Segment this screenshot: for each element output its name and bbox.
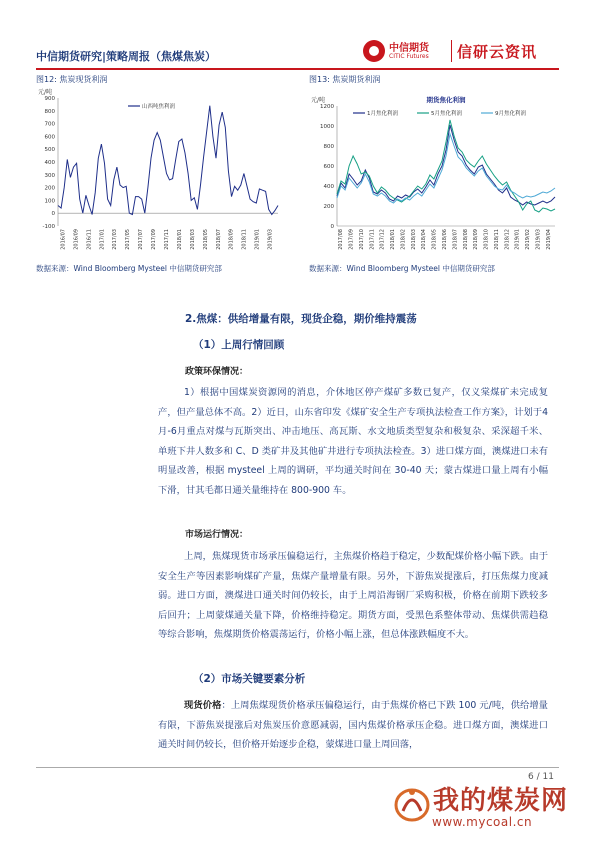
y-tick-label: 700 bbox=[44, 121, 55, 128]
policy-paragraph: 1）根据中国煤炭资源网的消息，介休地区停产煤矿多数已复产，仅义棠煤矿未完成复产，但产量总体不高。2）近日，山东省印发《煤矿安全生产专项执法检查工作方案》，计划于4月-6月重点对煤与瓦斯突出、冲击地压、高瓦斯、水文地质类型复杂和极复杂、采深超千米、单班下井人数多和 C、D 类矿井及其他矿井进行专项执法检查。3）进口煤方面，澳煤进口未有明显改善，根据 mysteel 上周的调研，平均通关时间在 30-40 天；蒙古煤进口量上周有小幅下滑，甘其毛都日通关量维持在 800-900 车。 bbox=[158, 387, 548, 496]
legend-label: 山西吨焦利润 bbox=[142, 104, 176, 110]
subsection-review-heading: （1）上周行情回顾 bbox=[193, 339, 285, 351]
x-tick-label: 2018/07 bbox=[215, 229, 222, 250]
x-tick-label: 2018/07 bbox=[452, 229, 459, 250]
series-line bbox=[58, 106, 278, 215]
x-tick-label: 2018/05 bbox=[202, 229, 209, 250]
x-tick-label: 2018/12 bbox=[504, 229, 511, 250]
x-tick-label: 2018/02 bbox=[400, 229, 407, 250]
policy-label: 政策环保情况： bbox=[185, 367, 249, 377]
x-tick-label: 2017/12 bbox=[379, 229, 386, 250]
y-tick-label: 1000 bbox=[320, 124, 334, 130]
x-tick-label: 2017/05 bbox=[125, 229, 132, 250]
x-tick-label: 2017/09 bbox=[348, 229, 355, 250]
x-tick-label: 2017/01 bbox=[99, 229, 106, 250]
x-tick-label: 2019/03 bbox=[535, 229, 542, 250]
x-tick-label: 2018/04 bbox=[421, 229, 428, 250]
fig12-title: 图12: 焦炭现货利润 bbox=[36, 75, 108, 84]
x-tick-label: 2017/08 bbox=[338, 229, 345, 250]
x-tick-label: 2017/09 bbox=[151, 229, 158, 250]
x-tick-label: 2018/01 bbox=[176, 229, 183, 250]
x-tick-label: 2019/03 bbox=[267, 229, 274, 250]
logo-cn-text: 中信期货 bbox=[389, 43, 429, 54]
y-axis-unit-label: 元/吨 bbox=[38, 89, 53, 96]
market-paragraph: 上周，焦煤现货市场承压偏稳运行，主焦煤价格趋于稳定，少数配煤价格小幅下跌。由于安全生产等因素影响煤矿产量，焦煤产量增量有限。另外，下游焦炭提涨后，打压焦煤力度减弱。进口方面，澳煤进口通关时间仍较长，由于上周沿海钢厂采购积极，价格在前期下跌较多后回升；上周蒙煤通关量下降，价格维持稳定。期货方面，受黑色系整体带动、焦煤供需趋稳等综合影响，焦煤期货价格震荡运行，价格小幅上涨，但总体涨跌幅度不大。 bbox=[158, 551, 548, 641]
citic-emblem-icon bbox=[363, 40, 385, 62]
y-tick-label: 1200 bbox=[320, 104, 334, 110]
x-tick-label: 2018/05 bbox=[431, 229, 438, 250]
header-divider bbox=[36, 68, 559, 70]
x-tick-label: 2019/01 bbox=[254, 229, 261, 250]
brand-name: 信研云资讯 bbox=[457, 43, 538, 61]
y-tick-label: 400 bbox=[44, 160, 55, 166]
x-tick-label: 2016/11 bbox=[86, 229, 93, 250]
report-title: 中信期货研究|策略周报（焦煤焦炭） bbox=[36, 50, 217, 63]
x-tick-label: 2018/03 bbox=[189, 229, 196, 250]
x-tick-label: 2016/09 bbox=[73, 229, 80, 250]
x-tick-label: 2018/11 bbox=[241, 229, 248, 250]
legend-label: 9月焦化利润 bbox=[495, 111, 526, 117]
chart-title: 期货焦化利润 bbox=[426, 96, 466, 104]
watermark-url: www.mycoal.cn bbox=[432, 815, 533, 829]
y-tick-label: 300 bbox=[44, 172, 55, 179]
fig12-source: 数据来源：Wind Bloomberg Mysteel 中信期货研究部 bbox=[36, 264, 222, 273]
x-tick-label: 2017/11 bbox=[164, 229, 170, 250]
y-tick-label: 200 bbox=[323, 204, 334, 210]
x-tick-label: 2017/10 bbox=[358, 229, 365, 250]
y-tick-label: 200 bbox=[44, 185, 55, 192]
y-tick-label: 400 bbox=[323, 184, 334, 190]
fig13-chart bbox=[309, 88, 559, 258]
watermark-brand: 我的煤炭网 bbox=[433, 786, 569, 816]
fig12-chart bbox=[36, 88, 281, 258]
fig13-title: 图13: 焦炭期货利润 bbox=[309, 75, 381, 84]
y-axis-unit-label: 元/吨 bbox=[311, 97, 326, 104]
y-tick-label: 100 bbox=[44, 198, 55, 205]
legend-label: 1月焦化利润 bbox=[367, 111, 398, 117]
x-tick-label: 2018/10 bbox=[483, 229, 490, 250]
x-tick-label: 2018/08 bbox=[462, 229, 469, 250]
x-tick-label: 2018/03 bbox=[410, 229, 417, 250]
logo-divider bbox=[451, 40, 452, 62]
x-tick-label: 2019/01 bbox=[514, 229, 521, 250]
x-tick-label: 2016/07 bbox=[60, 229, 67, 250]
y-tick-label: 900 bbox=[44, 96, 55, 102]
y-tick-label: 0 bbox=[51, 211, 55, 218]
x-tick-label: 2017/03 bbox=[112, 229, 119, 250]
page-number: 6 / 11 bbox=[528, 772, 554, 782]
mycoal-logo-icon bbox=[393, 783, 431, 823]
citic-logo bbox=[359, 38, 559, 66]
spot-price-text: ：上周焦煤现货价格承压偏稳运行，由于焦煤价格已下跌 100 元/吨，供给增量有限，下游焦炭提涨后对焦炭压价意愿减弱，国内焦煤价格承压企稳。进口煤方面，澳煤进口通关时间仍较长，但价格开始逐步企稳，蒙煤进口量上周回落， bbox=[158, 700, 548, 751]
subsection-analysis-heading: （2）市场关键要素分析 bbox=[193, 673, 306, 685]
y-tick-label: 600 bbox=[323, 164, 334, 170]
series-line bbox=[337, 125, 555, 205]
logo-en-text: CITIC Futures bbox=[389, 53, 429, 60]
market-label: 市场运行情况： bbox=[185, 530, 249, 540]
section-heading: 2.焦煤：供给增量有限，现货企稳，期价维持震荡 bbox=[185, 313, 417, 325]
y-tick-label: 600 bbox=[44, 134, 55, 141]
x-tick-label: 2017/07 bbox=[138, 229, 145, 250]
x-tick-label: 2019/04 bbox=[545, 228, 552, 250]
x-tick-label: 2018/09 bbox=[228, 229, 235, 250]
x-tick-label: 2018/11 bbox=[493, 229, 500, 250]
y-tick-label: 0 bbox=[330, 224, 334, 230]
x-tick-label: 2019/02 bbox=[525, 229, 532, 250]
y-tick-label: 800 bbox=[323, 144, 334, 150]
x-tick-label: 2018/09 bbox=[473, 229, 480, 250]
page-header bbox=[36, 36, 559, 70]
x-tick-label: 2017/11 bbox=[369, 229, 376, 250]
fig13-source: 数据来源：Wind Bloomberg Mysteel 中信期货研究部 bbox=[309, 264, 495, 273]
y-tick-label: 800 bbox=[44, 108, 55, 115]
y-tick-label: -100 bbox=[42, 224, 55, 230]
x-tick-label: 2018/01 bbox=[390, 229, 397, 250]
footer-divider bbox=[36, 767, 559, 768]
spot-price-label: 现货价格 bbox=[184, 700, 222, 711]
spot-price-paragraph bbox=[158, 696, 548, 755]
legend-label: 5月焦化利润 bbox=[431, 111, 462, 117]
y-tick-label: 500 bbox=[44, 147, 55, 154]
x-tick-label: 2018/06 bbox=[442, 229, 448, 250]
